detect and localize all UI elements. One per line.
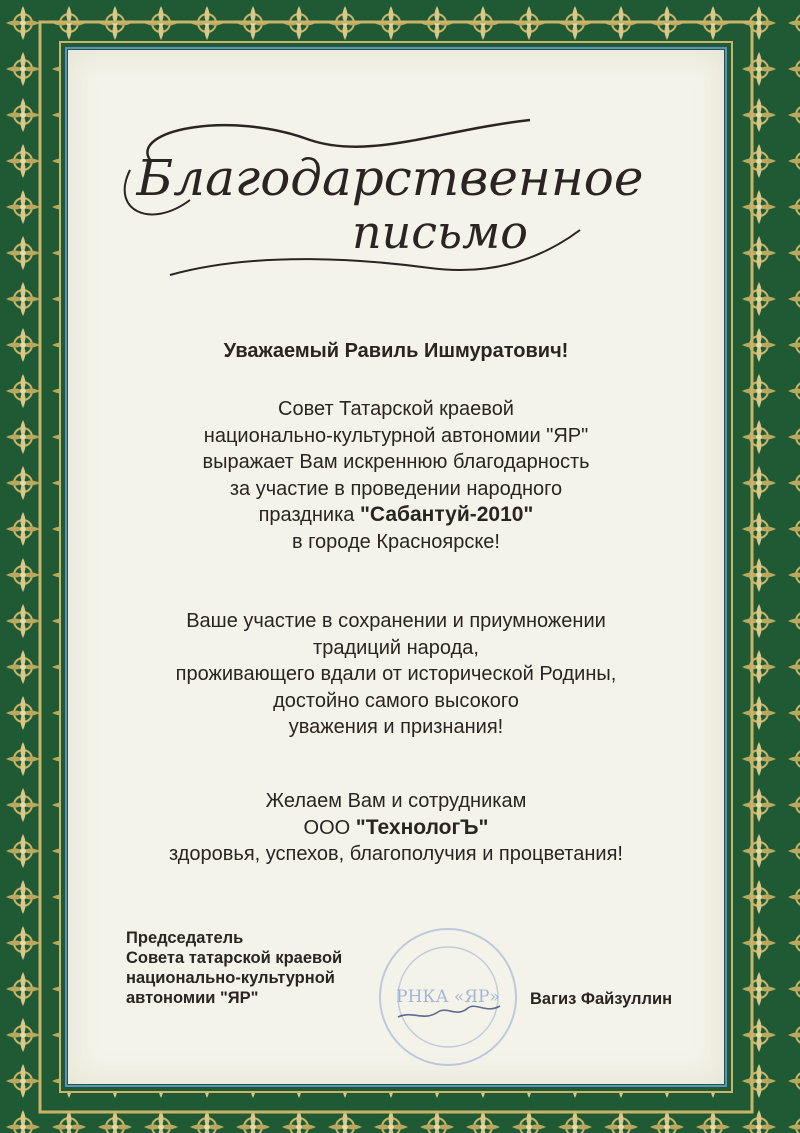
thanks-line-3: выражает Вам искреннюю благодарность: [202, 451, 590, 473]
paragraph-thanks: [68, 396, 724, 555]
heading-line-2: письмо: [352, 205, 528, 259]
signatory-line-2: Совета татарской краевой: [126, 949, 343, 967]
signatory-line-1: Председатель: [126, 929, 244, 947]
tradition-line-1: Ваше участие в сохранении и приумножении: [186, 610, 606, 632]
paragraph-wishes: [68, 788, 724, 868]
signatory-name: Вагиз Файзуллин: [530, 990, 673, 1008]
thanks-line-6: в городе Красноярске!: [292, 530, 500, 553]
signatory-line-4: автономии "ЯР": [126, 989, 259, 1007]
event-prefix: праздника: [258, 504, 360, 526]
thanks-line-1: Совет Татарской краевой: [278, 398, 514, 420]
calligraphic-heading: [110, 100, 650, 290]
event-name: "Сабантуй-2010": [359, 503, 534, 526]
stamp-text: РНКА «ЯР»: [396, 987, 500, 1007]
handwritten-signature: [398, 1006, 500, 1017]
thanks-line-2: национально-культурной автономии "ЯР": [203, 424, 589, 447]
company-name: "ТехнологЪ": [355, 815, 489, 839]
paragraph-tradition: [68, 608, 724, 741]
company-prefix: ООО: [303, 816, 356, 839]
tradition-line-2: традиций народа,: [313, 636, 479, 659]
tradition-line-5: уважения и признания!: [288, 716, 504, 738]
tradition-line-3: проживающего вдали от исторической Родины,: [175, 663, 617, 685]
wishes-line-2: [68, 815, 724, 842]
thanks-line-4: за участие в проведении народного: [229, 477, 563, 500]
official-stamp: [368, 922, 528, 1072]
wishes-line-3: здоровья, успехов, благополучия и процветания!: [169, 843, 623, 865]
tradition-line-4: достойно самого высокого: [273, 689, 519, 712]
thanks-line-5: [68, 502, 724, 529]
signatory-line-3: национально-культурной: [126, 969, 335, 987]
signatory-title: [126, 928, 342, 1008]
wishes-line-1: Желаем Вам и сотрудникам: [265, 790, 527, 812]
greeting: Уважаемый Равиль Ишмуратович!: [223, 340, 569, 362]
heading-line-1: Благодарственное: [136, 149, 644, 207]
